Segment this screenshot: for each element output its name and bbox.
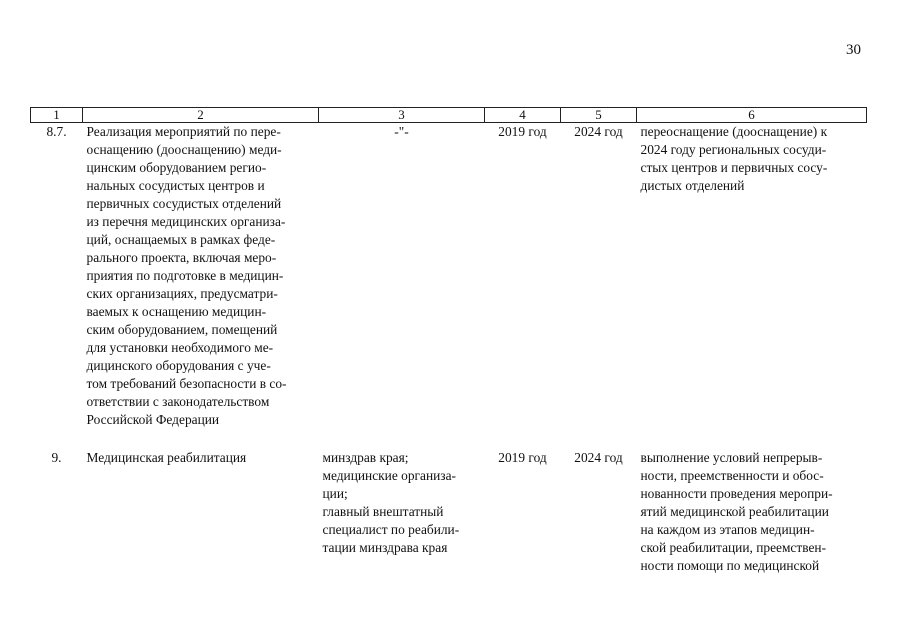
text-line: цинским оборудованием регио- xyxy=(86,160,267,175)
text-line: тации минздрава края xyxy=(322,540,448,555)
text-line: медицинские организа- xyxy=(322,468,456,483)
table-row xyxy=(31,449,867,575)
text-line: ятий медицинской реабилитации xyxy=(640,504,829,519)
text-line: выполнение условий непрерыв- xyxy=(640,450,823,465)
text-line: из перечня медицинских организа- xyxy=(86,214,286,229)
text-line: ответствии с законодательством xyxy=(86,394,270,409)
text-line: минздрав края; xyxy=(322,450,409,465)
text-line: нальных сосудистых центров и xyxy=(86,178,265,193)
start-date: 2019 год xyxy=(498,450,547,465)
text-line: ским оборудованием, помещений xyxy=(86,322,278,337)
column-header: 6 xyxy=(637,108,867,123)
text-line: на каждом из этапов медицин- xyxy=(640,522,815,537)
text-line: дистых отделений xyxy=(640,178,745,193)
text-line: Медицинская реабилитация xyxy=(86,450,247,465)
end-date: 2024 год xyxy=(574,124,623,139)
text-line: ских организациях, предусматри- xyxy=(86,286,278,301)
text-line: том требований безопасности в со- xyxy=(86,376,287,391)
text-line: ции; xyxy=(322,486,348,501)
text-line: для установки необходимого ме- xyxy=(86,340,274,355)
text-line: переоснащение (дооснащение) к xyxy=(640,124,828,139)
text-line: ций, оснащаемых в рамках феде- xyxy=(86,232,276,247)
text-line: дицинского оборудования с уче- xyxy=(86,358,271,373)
text-line: 2024 году региональных сосуди- xyxy=(640,142,827,157)
column-header: 1 xyxy=(31,108,83,123)
expected-result xyxy=(637,449,867,575)
text-line: рального проекта, включая меро- xyxy=(86,250,277,265)
text-line: ской реабилитации, преемствен- xyxy=(640,540,827,555)
start-date: 2019 год xyxy=(498,124,547,139)
table-header-row xyxy=(31,108,867,123)
text-line: -"- xyxy=(394,124,409,139)
text-line: первичных сосудистых отделений xyxy=(86,196,282,211)
end-date: 2024 год xyxy=(574,450,623,465)
text-line: специалист по реабили- xyxy=(322,522,460,537)
expected-result xyxy=(637,123,867,430)
column-header: 3 xyxy=(319,108,485,123)
text-line: приятия по подготовке в медицин- xyxy=(86,268,284,283)
text-line: Реализация мероприятий по пере- xyxy=(86,124,281,139)
column-header: 5 xyxy=(561,108,637,123)
text-line: стых центров и первичных сосу- xyxy=(640,160,828,175)
text-line: оснащению (дооснащению) меди- xyxy=(86,142,282,157)
row-spacer xyxy=(31,429,867,449)
text-line: Российской Федерации xyxy=(86,412,220,427)
row-number: 9. xyxy=(51,450,62,465)
measure-name xyxy=(83,123,319,430)
text-line: ности, преемственности и обос- xyxy=(640,468,824,483)
measures-table xyxy=(30,107,867,575)
text-line: главный внештатный xyxy=(322,504,444,519)
measure-name xyxy=(83,449,319,575)
text-line: нованности проведения меропри- xyxy=(640,486,833,501)
text-line: ности помощи по медицинской xyxy=(640,558,820,573)
column-header: 4 xyxy=(485,108,561,123)
row-number: 8.7. xyxy=(46,124,67,139)
executor xyxy=(319,449,485,575)
table-row xyxy=(31,123,867,430)
text-line: ваемых к оснащению медицин- xyxy=(86,304,267,319)
page-number: 30 xyxy=(846,42,861,58)
executor xyxy=(319,123,485,430)
column-header: 2 xyxy=(83,108,319,123)
